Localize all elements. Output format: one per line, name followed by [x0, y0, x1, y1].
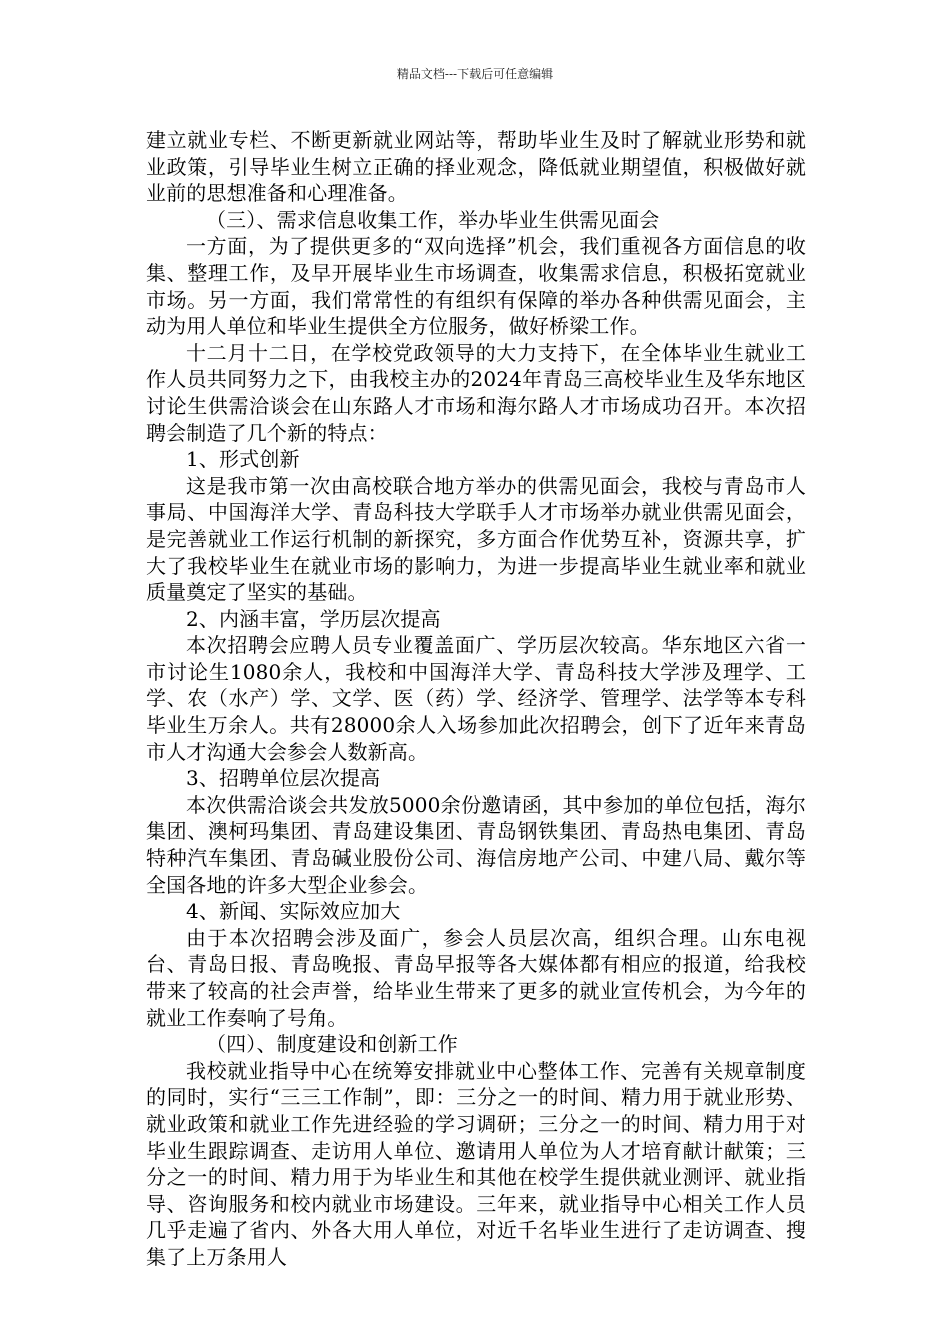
paragraph-information-collection: 一方面，为了提供更多的“双向选择”机会，我们重视各方面信息的收集、整理工作，及早开展毕业生市场调查，收集需求信息，积极拓宽就业市场。另一方面，我们常常性的有组织有保障的举办各种供需见面会，主动为用人单位和毕业生提供全方位服务，做好桥梁工作。	[146, 234, 806, 339]
subheading-1: 1、形式创新	[186, 447, 300, 472]
subheading-4: 4、新闻、实际效应加大	[186, 899, 401, 924]
subheading-2: 2、内涵丰富，学历层次提高	[186, 606, 441, 631]
paragraph-employers: 本次供需洽谈会共发放5000余份邀请函，其中参加的单位包括，海尔集团、澳柯玛集团、青岛建设集团、青岛钢铁集团、青岛热电集团、青岛特种汽车集团、青岛碱业股份公司、海信房地产公司、中建八局、戴尔等全国各地的许多大型企业参会。	[146, 792, 806, 897]
subheading-3: 3、招聘单位层次提高	[186, 766, 381, 791]
paragraph-system-building: 我校就业指导中心在统筹安排就业中心整体工作、完善有关规章制度的同时，实行“三三工作制”，即：三分之一的时间、精力用于就业形势、就业政策和就业工作先进经验的学习调研；三分之一的时间、精力用于对毕业生跟踪调查、走访用人单位、邀请用人单位为人才培育献计献策；三分之一的时间、精力用于为毕业生和其他在校学生提供就业测评、就业指导、咨询服务和校内就业市场建设。三年来，就业指导中心相关工作人员几乎走遍了省内、外各大用人单位，对近千名毕业生进行了走访调查、搜集了上万条用人	[146, 1058, 806, 1269]
paragraph-media: 由于本次招聘会涉及面广，参会人员层次高，组织合理。山东电视台、青岛日报、青岛晚报、青岛早报等各大媒体都有相应的报道，给我校带来了较高的社会声誉，给毕业生带来了更多的就业宣传机会，为今年的就业工作奏响了号角。	[146, 925, 806, 1030]
paragraph-applicants: 本次招聘会应聘人员专业覆盖面广、学历层次较高。华东地区六省一市讨论生1080余人，我校和中国海洋大学、青岛科技大学涉及理学、工学、农（水产）学、文学、医（药）学、经济学、管理学、法学等本专科毕业生万余人。共有28000余人入场参加此次招聘会，创下了近年来青岛市人才沟通大会参会人数新高。	[146, 633, 806, 764]
section-heading-4: （四）、制度建设和创新工作	[206, 1032, 458, 1057]
paragraph-job-fair: 十二月十二日，在学校党政领导的大力支持下，在全体毕业生就业工作人员共同努力之下，由我校主办的2024年青岛三高校毕业生及华东地区讨论生供需洽谈会在山东路人才市场和海尔路人才市场成功召开。本次招聘会制造了几个新的特点：	[146, 340, 806, 445]
paragraph-form-innovation: 这是我市第一次由高校联合地方举办的供需见面会，我校与青岛市人事局、中国海洋大学、青岛科技大学联手人才市场举办就业供需见面会，是完善就业工作运行机制的新探究，多方面合作优势互补，资源共享，扩大了我校毕业生在就业市场的影响力，为进一步提高毕业生就业率和就业质量奠定了坚实的基础。	[146, 473, 806, 605]
document-body	[146, 127, 806, 1271]
section-heading-3: （三）、需求信息收集工作，举办毕业生供需见面会	[206, 207, 660, 232]
paragraph-employment-column: 建立就业专栏、不断更新就业网站等，帮助毕业生及时了解就业形势和就业政策，引导毕业生树立正确的择业观念，降低就业期望值，积极做好就业前的思想准备和心理准备。	[146, 128, 806, 206]
page-header: 精品文档---下载后可任意编辑	[396, 67, 554, 81]
